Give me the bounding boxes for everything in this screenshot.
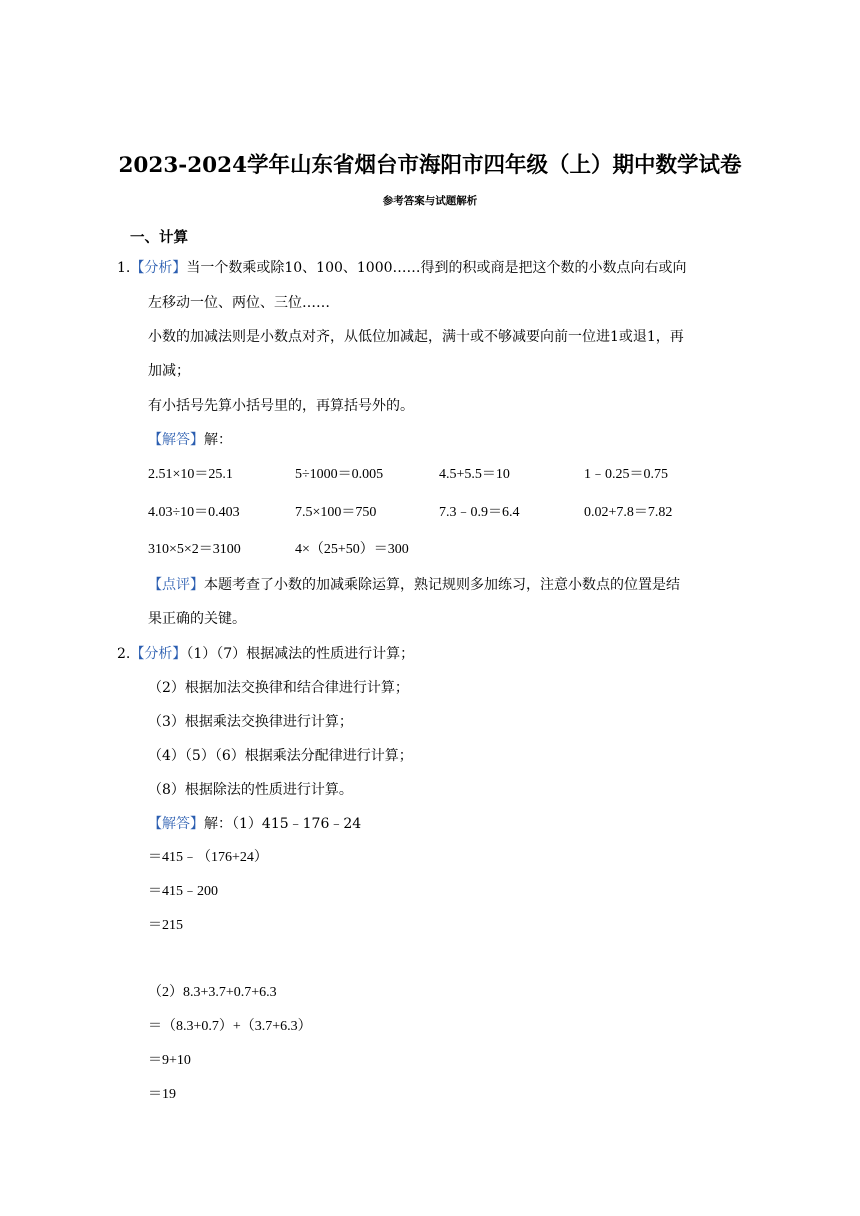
q2-analysis-line4: （4）（5）（6）根据乘法分配律进行计算； bbox=[148, 748, 413, 764]
q1-comment-line2: 果正确的关键。 bbox=[148, 611, 246, 627]
q2-step-2: ＝415﹣200 bbox=[148, 884, 218, 899]
q1-eq-7: 7.3﹣0.9＝6.4 bbox=[439, 505, 520, 520]
q2-answer-tag: 【解答】 bbox=[148, 816, 204, 832]
q1-answer-tag: 【解答】 bbox=[148, 432, 204, 448]
q2-line-analysis bbox=[117, 644, 414, 664]
q2-answer-text: 解：（1）415﹣176﹣24 bbox=[204, 816, 362, 832]
q2-step-1: ＝415﹣（176+24） bbox=[148, 850, 268, 865]
q1-number: 1. bbox=[117, 260, 131, 276]
page-subtitle: 参考答案与试题解析 bbox=[382, 195, 478, 207]
q1-answer-line bbox=[148, 430, 232, 450]
q1-eq-1: 2.51×10＝25.1 bbox=[148, 467, 233, 482]
q1-comment-tag: 【点评】 bbox=[148, 577, 204, 593]
q2-analysis-tag: 【分析】 bbox=[130, 646, 187, 662]
section-heading-calculation: 一、计算 bbox=[130, 230, 188, 246]
q1-analysis-tag: 【分析】 bbox=[130, 260, 187, 276]
q1-line-analysis bbox=[117, 258, 687, 278]
q2-analysis-text: （1）（7）根据减法的性质进行计算； bbox=[186, 646, 415, 662]
q2-answer-line bbox=[148, 814, 361, 834]
q2-analysis-line3: （3）根据乘法交换律进行计算； bbox=[148, 714, 353, 730]
q1-analysis-line4: 加减； bbox=[148, 363, 190, 379]
q2-part2-step-3: ＝19 bbox=[148, 1087, 176, 1102]
q1-analysis-text: 当一个数乘或除10、100、1000……得到的积或商是把这个数的小数点向右或向 bbox=[186, 260, 687, 276]
q2-analysis-line2: （2）根据加法交换律和结合律进行计算； bbox=[148, 680, 409, 696]
q1-answer-text: 解： bbox=[204, 432, 232, 448]
q1-analysis-line3: 小数的加减法则是小数点对齐，从低位加减起，满十或不够减要向前一位进1或退1，再 bbox=[148, 329, 684, 345]
q1-comment-text: 本题考查了小数的加减乘除运算，熟记规则多加练习，注意小数点的位置是结 bbox=[204, 577, 680, 593]
q1-eq-9: 310×5×2＝3100 bbox=[148, 542, 241, 557]
q1-eq-3: 4.5+5.5＝10 bbox=[439, 467, 510, 482]
q1-eq-2: 5÷1000＝0.005 bbox=[295, 467, 384, 482]
q1-eq-8: 0.02+7.8＝7.82 bbox=[584, 505, 673, 520]
q2-number: 2. bbox=[117, 646, 131, 662]
q2-step-3: ＝215 bbox=[148, 918, 183, 933]
q1-eq-6: 7.5×100＝750 bbox=[295, 505, 377, 520]
q2-analysis-line5: （8）根据除法的性质进行计算。 bbox=[148, 782, 353, 798]
q1-eq-5: 4.03÷10＝0.403 bbox=[148, 505, 240, 520]
q1-eq-4: 1﹣0.25＝0.75 bbox=[584, 467, 668, 482]
q1-analysis-line5: 有小括号先算小括号里的，再算括号外的。 bbox=[148, 398, 414, 414]
q2-part2-expression: （2）8.3+3.7+0.7+6.3 bbox=[148, 985, 277, 1000]
page-title: 2023-2024学年山东省烟台市海阳市四年级（上）期中数学试卷 bbox=[118, 153, 742, 178]
q2-part2-step-2: ＝9+10 bbox=[148, 1053, 191, 1068]
q1-comment-line bbox=[148, 575, 680, 595]
q1-eq-10: 4×（25+50）＝300 bbox=[295, 542, 409, 557]
q2-part2-step-1: ＝（8.3+0.7）+（3.7+6.3） bbox=[148, 1019, 312, 1034]
q1-analysis-line2: 左移动一位、两位、三位…… bbox=[148, 295, 330, 311]
